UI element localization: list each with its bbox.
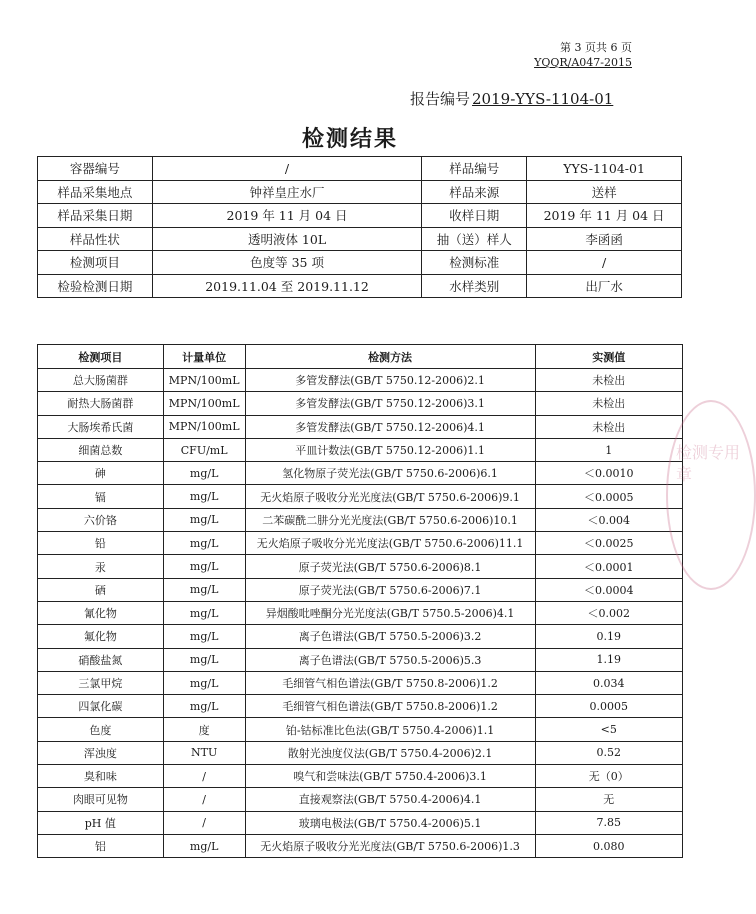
info-row — [38, 204, 682, 228]
table-row — [38, 648, 683, 671]
unit: NTU — [163, 741, 245, 764]
item-name: 大肠埃希氏菌 — [38, 415, 164, 438]
measured-value: 无 — [535, 788, 683, 811]
test-method: 毛细管气相色谱法(GB/T 5750.8-2006)1.2 — [245, 695, 535, 718]
item-name: 六价铬 — [38, 508, 164, 531]
item-name: 肉眼可见物 — [38, 788, 164, 811]
test-method: 异烟酸吡唑酮分光光度法(GB/T 5750.5-2006)4.1 — [245, 601, 535, 624]
page-header-info — [534, 40, 632, 70]
header-unit: 计量单位 — [163, 345, 245, 369]
unit: / — [163, 788, 245, 811]
document-code: YQQR/A047-2015 — [534, 56, 632, 69]
unit: MPN/100mL — [163, 415, 245, 438]
item-name: 硒 — [38, 578, 164, 601]
measured-value: 未检出 — [535, 415, 683, 438]
info-label: 水样类别 — [422, 274, 527, 298]
info-label: 收样日期 — [422, 204, 527, 228]
info-value: 2019 年 11 月 04 日 — [527, 204, 682, 228]
table-row — [38, 788, 683, 811]
table-row — [38, 601, 683, 624]
measured-value: 1.19 — [535, 648, 683, 671]
measured-value: 无（0） — [535, 765, 683, 788]
info-value: / — [152, 157, 421, 181]
test-method: 铂-钴标准比色法(GB/T 5750.4-2006)1.1 — [245, 718, 535, 741]
info-value: 出厂水 — [527, 274, 682, 298]
table-row — [38, 392, 683, 415]
info-label: 抽（送）样人 — [422, 227, 527, 251]
item-name: 铅 — [38, 532, 164, 555]
unit: mg/L — [163, 485, 245, 508]
item-name: 汞 — [38, 555, 164, 578]
unit: / — [163, 765, 245, 788]
info-label: 样品来源 — [422, 180, 527, 204]
info-row — [38, 227, 682, 251]
item-name: 色度 — [38, 718, 164, 741]
table-row — [38, 555, 683, 578]
info-value: / — [527, 251, 682, 275]
measured-value: 未检出 — [535, 369, 683, 392]
test-method: 多管发酵法(GB/T 5750.12-2006)2.1 — [245, 369, 535, 392]
info-row — [38, 251, 682, 275]
info-label: 样品编号 — [422, 157, 527, 181]
item-name: 铝 — [38, 834, 164, 857]
info-value: 色度等 35 项 — [152, 251, 421, 275]
test-method: 原子荧光法(GB/T 5750.6-2006)8.1 — [245, 555, 535, 578]
table-row — [38, 508, 683, 531]
header-value: 实测值 — [535, 345, 683, 369]
table-row — [38, 532, 683, 555]
test-method: 无火焰原子吸收分光光度法(GB/T 5750.6-2006)1.3 — [245, 834, 535, 857]
item-name: 氟化物 — [38, 625, 164, 648]
table-row — [38, 811, 683, 834]
unit: CFU/mL — [163, 438, 245, 461]
table-row — [38, 485, 683, 508]
measured-value: 未检出 — [535, 392, 683, 415]
unit: mg/L — [163, 648, 245, 671]
measured-value: 0.52 — [535, 741, 683, 764]
header-method: 检测方法 — [245, 345, 535, 369]
table-row — [38, 741, 683, 764]
unit: mg/L — [163, 601, 245, 624]
page-number: 第 3 页共 6 页 — [560, 41, 632, 54]
test-method: 离子色谱法(GB/T 5750.5-2006)5.3 — [245, 648, 535, 671]
measured-value: ＜0.002 — [535, 601, 683, 624]
info-label: 样品采集地点 — [38, 180, 153, 204]
measured-value: 7.85 — [535, 811, 683, 834]
test-method: 多管发酵法(GB/T 5750.12-2006)3.1 — [245, 392, 535, 415]
item-name: 硝酸盐氮 — [38, 648, 164, 671]
measured-value: 0.080 — [535, 834, 683, 857]
measured-value: 0.034 — [535, 671, 683, 694]
unit: mg/L — [163, 578, 245, 601]
test-method: 多管发酵法(GB/T 5750.12-2006)4.1 — [245, 415, 535, 438]
unit: / — [163, 811, 245, 834]
unit: mg/L — [163, 695, 245, 718]
info-label: 检测标准 — [422, 251, 527, 275]
unit: MPN/100mL — [163, 392, 245, 415]
unit: 度 — [163, 718, 245, 741]
table-row — [38, 369, 683, 392]
info-row — [38, 157, 682, 181]
item-name: 砷 — [38, 462, 164, 485]
info-label: 检验检测日期 — [38, 274, 153, 298]
unit: mg/L — [163, 625, 245, 648]
info-label: 检测项目 — [38, 251, 153, 275]
info-label: 容器编号 — [38, 157, 153, 181]
official-stamp: 检测专用章 — [666, 400, 756, 590]
measured-value: 1 — [535, 438, 683, 461]
sample-info-table — [37, 156, 682, 298]
report-number-label: 报告编号 — [410, 90, 471, 108]
item-name: 三氯甲烷 — [38, 671, 164, 694]
test-method: 二苯碳酰二肼分光光度法(GB/T 5750.6-2006)10.1 — [245, 508, 535, 531]
info-value: 2019.11.04 至 2019.11.12 — [152, 274, 421, 298]
measured-value: 0.0005 — [535, 695, 683, 718]
info-value: 钟祥皇庄水厂 — [152, 180, 421, 204]
table-row — [38, 415, 683, 438]
unit: mg/L — [163, 532, 245, 555]
info-label: 样品采集日期 — [38, 204, 153, 228]
report-number-value: 2019-YYS-1104-01 — [472, 90, 614, 108]
table-row — [38, 765, 683, 788]
info-label: 样品性状 — [38, 227, 153, 251]
unit: mg/L — [163, 555, 245, 578]
test-method: 毛细管气相色谱法(GB/T 5750.8-2006)1.2 — [245, 671, 535, 694]
item-name: 镉 — [38, 485, 164, 508]
info-row — [38, 180, 682, 204]
info-value: 送样 — [527, 180, 682, 204]
test-method: 离子色谱法(GB/T 5750.5-2006)3.2 — [245, 625, 535, 648]
measured-value: ＜0.004 — [535, 508, 683, 531]
table-row — [38, 834, 683, 857]
table-row — [38, 462, 683, 485]
test-method: 平皿计数法(GB/T 5750.12-2006)1.1 — [245, 438, 535, 461]
table-row — [38, 671, 683, 694]
info-value: YYS-1104-01 — [527, 157, 682, 181]
unit: MPN/100mL — [163, 369, 245, 392]
test-method: 玻璃电极法(GB/T 5750.4-2006)5.1 — [245, 811, 535, 834]
info-row — [38, 274, 682, 298]
report-number — [410, 88, 613, 109]
unit: mg/L — [163, 462, 245, 485]
results-table — [37, 344, 683, 858]
measured-value: ＜0.0025 — [535, 532, 683, 555]
table-row — [38, 625, 683, 648]
item-name: 臭和味 — [38, 765, 164, 788]
item-name: 氰化物 — [38, 601, 164, 624]
info-value: 李函函 — [527, 227, 682, 251]
info-value: 2019 年 11 月 04 日 — [152, 204, 421, 228]
item-name: 四氯化碳 — [38, 695, 164, 718]
measured-value: ＜0.0001 — [535, 555, 683, 578]
test-method: 氢化物原子荧光法(GB/T 5750.6-2006)6.1 — [245, 462, 535, 485]
unit: mg/L — [163, 834, 245, 857]
measured-value: ＜0.0005 — [535, 485, 683, 508]
item-name: 浑浊度 — [38, 741, 164, 764]
item-name: 耐热大肠菌群 — [38, 392, 164, 415]
header-item: 检测项目 — [38, 345, 164, 369]
table-row — [38, 578, 683, 601]
test-method: 散射光浊度仪法(GB/T 5750.4-2006)2.1 — [245, 741, 535, 764]
results-header-row — [38, 345, 683, 369]
table-row — [38, 438, 683, 461]
item-name: 总大肠菌群 — [38, 369, 164, 392]
table-row — [38, 695, 683, 718]
unit: mg/L — [163, 671, 245, 694]
item-name: pH 值 — [38, 811, 164, 834]
measured-value: ＜0.0004 — [535, 578, 683, 601]
table-row — [38, 718, 683, 741]
test-method: 无火焰原子吸收分光光度法(GB/T 5750.6-2006)9.1 — [245, 485, 535, 508]
measured-value: <5 — [535, 718, 683, 741]
test-method: 原子荧光法(GB/T 5750.6-2006)7.1 — [245, 578, 535, 601]
test-method: 无火焰原子吸收分光光度法(GB/T 5750.6-2006)11.1 — [245, 532, 535, 555]
unit: mg/L — [163, 508, 245, 531]
test-method: 嗅气和尝味法(GB/T 5750.4-2006)3.1 — [245, 765, 535, 788]
page-title: 检测结果 — [301, 126, 398, 152]
measured-value: 0.19 — [535, 625, 683, 648]
item-name: 细菌总数 — [38, 438, 164, 461]
test-method: 直接观察法(GB/T 5750.4-2006)4.1 — [245, 788, 535, 811]
info-value: 透明液体 10L — [152, 227, 421, 251]
measured-value: ＜0.0010 — [535, 462, 683, 485]
